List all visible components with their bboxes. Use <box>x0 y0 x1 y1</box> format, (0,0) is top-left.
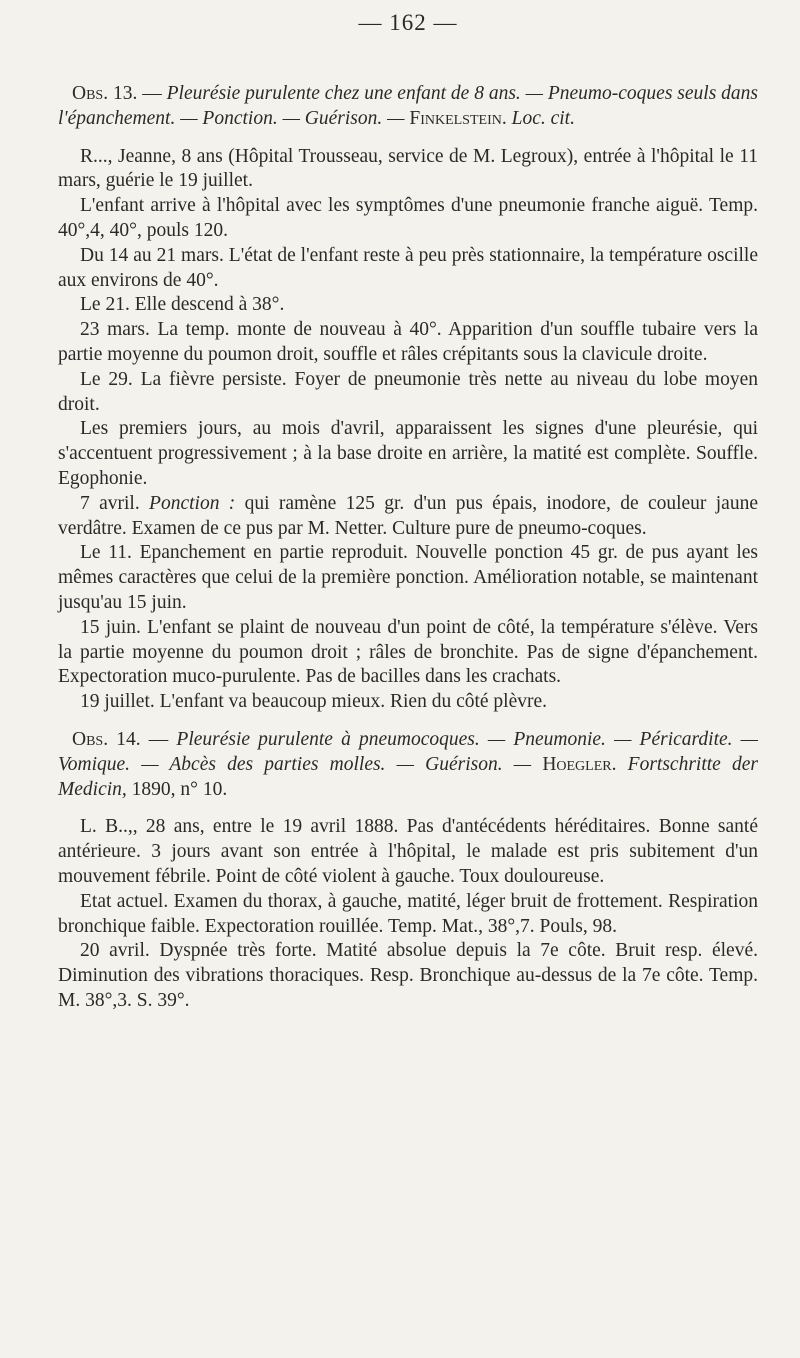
page-number: — 162 — <box>358 10 458 35</box>
paragraph: Le 21. Elle descend à 38°. <box>80 294 285 316</box>
obs13-title: Pleurésie purulente chez une enfant de 8 ans. — Pneumo-coques seuls dans l'épanchement. — Ponction. — Guérison. — <box>58 83 759 129</box>
obs14-heading <box>58 728 758 802</box>
obs14-ref-issue: 1890, n° 10. <box>131 778 228 800</box>
paragraph: 20 avril. Dyspnée très forte. Matité absolue depuis la 7e côte. Bruit resp. élevé. Diminution des vibrations thoraciques. Resp. Bronchique au-dessus de la 7e côte. Temp. M. 38°,3. S. 39°. <box>58 940 758 1011</box>
paragraph: Le 11. Epanchement en partie reproduit. Nouvelle ponction 45 gr. de pus ayant les mêmes caractères que celui de la première ponction. Amélioration notable, se maintenant jusqu'au 15 juin. <box>58 542 758 613</box>
ponction-text: qui ramène 125 gr. d'un pus épais, inodore, de couleur jaune verdâtre. Examen de ce pus par M. Netter. Culture pure de pneumo-coques. <box>58 492 758 539</box>
paragraph: Le 29. La fièvre persiste. Foyer de pneumonie très nette au niveau du lobe moyen droit. <box>58 368 758 415</box>
obs14-ref-journal: Fortschritte der Medicin, <box>58 753 759 800</box>
obs14-title: Pleurésie purulente à pneumocoques. — Pneumonie. — Péricardite. — Vomique. — Abcès des parties molles. — Guérison. — <box>58 728 758 775</box>
paragraph: Etat actuel. Examen du thorax, à gauche, matité, léger bruit de frottement. Respiration bronchique faible. Expectoration rouillée. Temp. Mat., 38°,7. Pouls, 98. <box>58 890 758 937</box>
ponction-date: 7 avril. <box>80 492 140 514</box>
paragraph: Du 14 au 21 mars. L'état de l'enfant reste à peu près stationnaire, la température oscille aux environs de 40°. <box>58 244 758 291</box>
paragraph: Les premiers jours, au mois d'avril, apparaissent les signes d'une pleurésie, qui s'accentuent progressivement ; à la base droite en arrière, la matité est complète. Souffle. Egophonie. <box>58 418 758 489</box>
obs13-label: Obs. 13. — <box>72 83 162 104</box>
paragraph: R..., Jeanne, 8 ans (Hôpital Trousseau, service de M. Legroux), entrée à l'hôpital le 11 mars, guérie le 19 juillet. <box>58 145 758 192</box>
paragraph: 15 juin. L'enfant se plaint de nouveau d'un point de côté, la température s'élève. Vers la partie moyenne du poumon droit ; râles de bronchite. Pas de signe d'épanchement. Expectoration muco-purulente. Pas de bacilles dans les crachats. <box>58 616 758 688</box>
paragraph: L'enfant arrive à l'hôpital avec les symptômes d'une pneumonie franche aiguë. Temp. 40°,4, 40°, pouls 120. <box>58 195 758 241</box>
obs14-author: Hoegler. <box>542 753 617 775</box>
obs14-label: Obs. 14. — <box>72 728 169 750</box>
observation-13 <box>58 82 758 715</box>
paragraph: 23 mars. La temp. monte de nouveau à 40°. Apparition d'un souffle tubaire vers la partie moyenne du poumon droit, souffle et râles crépitants sous la clavicule droite. <box>58 319 758 365</box>
ponction-label: Ponction : <box>149 492 236 514</box>
paragraph: L. B..,, 28 ans, entre le 19 avril 1888. Pas d'antécédents héréditaires. Bonne santé antérieure. 3 jours avant son entrée à l'hôpital, le malade est pris subitement d'un mouvement fébrile. Point de côté violent à gauche. Toux douloureuse. <box>58 816 758 887</box>
paragraph-ponction <box>58 492 758 542</box>
obs13-author: Finkelstein. <box>409 107 507 129</box>
obs13-ref: Loc. cit. <box>511 107 575 129</box>
obs13-heading <box>58 82 758 132</box>
paragraph: 19 juillet. L'enfant va beaucoup mieux. Rien du côté plèvre. <box>80 691 548 713</box>
observation-14 <box>58 728 758 1014</box>
